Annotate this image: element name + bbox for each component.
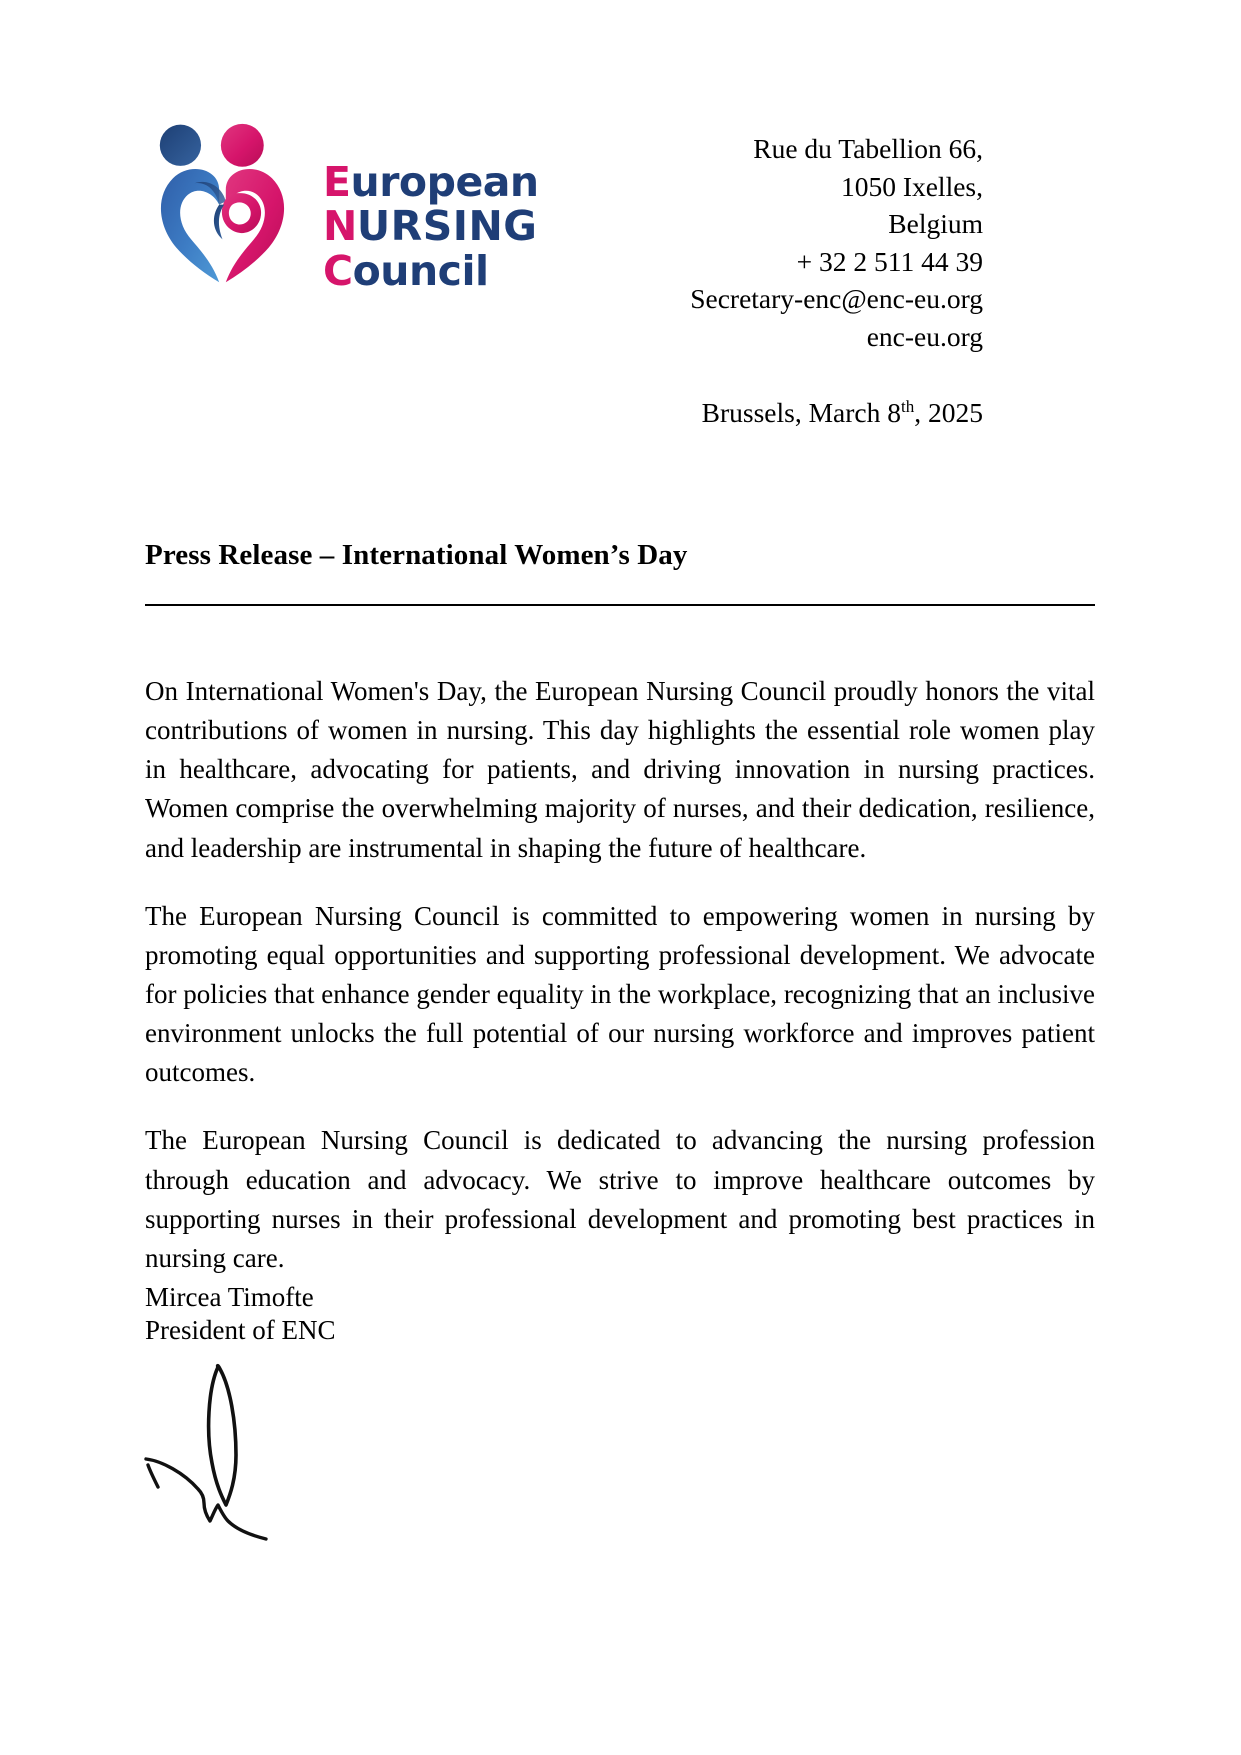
signoff-block (145, 1281, 335, 1348)
letterhead (0, 118, 1241, 352)
letter-body (145, 672, 1095, 1278)
address-email[interactable]: Secretary-enc@enc-eu.org (690, 283, 983, 315)
logo-cap-n: N (323, 202, 357, 251)
date-city-month: Brussels, March 8 (701, 397, 901, 428)
logo-rest-nursing: URSING (356, 202, 538, 251)
date-year: , 2025 (914, 397, 983, 428)
logo-cap-e: E (323, 158, 351, 207)
address-city: 1050 Ixelles, (840, 170, 983, 202)
page-title: Press Release – International Women’s Day (145, 539, 688, 571)
logo-rest-council: ouncil (352, 246, 489, 295)
contact-address-block (690, 118, 983, 355)
paragraph-2: The European Nursing Council is committed to empowering women in nursing by promoting equal opportunities and supporting professional development. We advocate for policies that enhance gender equality in the workplace, recognizing that an inclusive environment unlocks the full potential of our nursing workforce and improves patient outcomes. (145, 900, 1095, 1088)
title-divider (145, 604, 1095, 606)
date-ordinal-suffix: th (901, 396, 915, 416)
date-line (702, 397, 983, 429)
address-website[interactable]: enc-eu.org (866, 320, 983, 352)
address-phone: + 32 2 511 44 39 (796, 245, 983, 277)
logo-cap-c: C (323, 246, 353, 295)
paragraph-1: On International Women's Day, the European Nursing Council proudly honors the vital contributions of women in nursing. This day highlights the essential role women play in healthcare, advocating for patients, and driving innovation in nursing practices. Women comprise the overwhelming majority of nurses, and their dedication, resilience, and leadership are instrumental in shaping the future of healthcare. (145, 676, 1095, 863)
logo-line-nursing (323, 202, 537, 250)
enc-logo-block (140, 118, 539, 293)
signer-name: Mircea Timofte (145, 1282, 314, 1312)
logo-line-council (323, 247, 489, 295)
logo-line-european (323, 158, 539, 206)
paragraph-3: The European Nursing Council is dedicated to advancing the nursing profession through education and advocacy. We strive to improve healthcare outcomes by supporting nurses in their professional development and promoting best practices in nursing care. (145, 1125, 1095, 1273)
logo-rest-european: uropean (350, 158, 539, 207)
enc-logo-icon (140, 118, 305, 293)
enc-logo-wordmark (323, 118, 539, 293)
address-street: Rue du Tabellion 66, (753, 133, 983, 164)
handwritten-signature-icon (140, 1355, 360, 1545)
address-country: Belgium (888, 208, 983, 240)
signer-role: President of ENC (145, 1315, 336, 1346)
